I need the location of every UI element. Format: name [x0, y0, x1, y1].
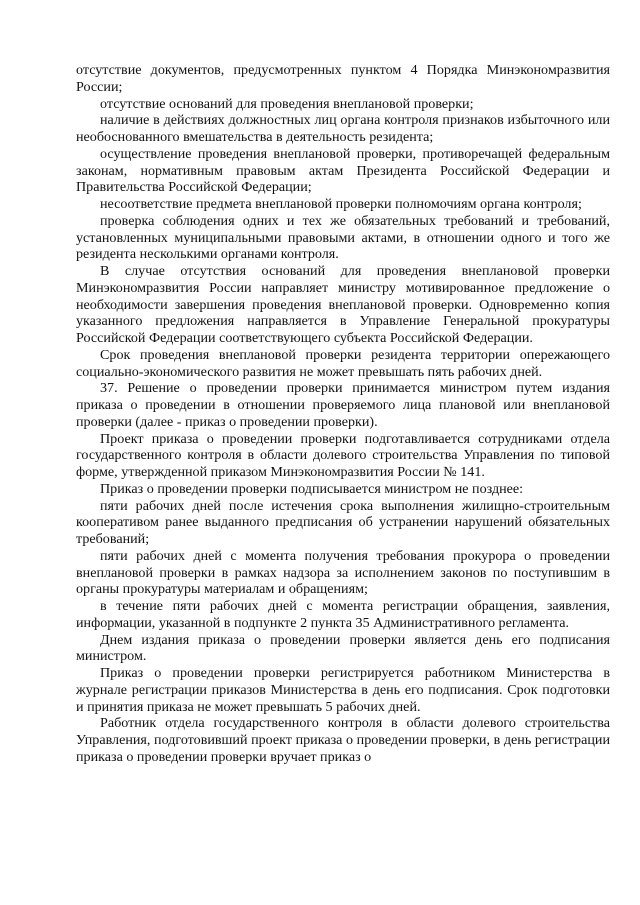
paragraph: отсутствие документов, предусмотренных пунктом 4 Порядка Минэкономразвития России; — [76, 62, 610, 95]
paragraph: Проект приказа о проведении проверки подготавливается сотрудниками отдела государственного контроля в области долевого строительства Управления по типовой форме, утвержденной приказом Минэкономразвития России № 141. — [76, 430, 610, 480]
paragraph: 37. Решение о проведении проверки принимается министром путем издания приказа о проведении в отношении проверяемого лица плановой или внеплановой проверки (далее - приказ о проведении проверки). — [76, 380, 610, 430]
paragraph: В случае отсутствия оснований для проведения внеплановой проверки Минэкономразвития России направляет министру мотивированное предложение о необходимости завершения проведения внеплановой проверки. Одновременно копия указанного предложения направляется в Управление Генеральной прокуратуры Российской Федерации соответствующего субъекта Российской Федерации. — [76, 263, 610, 346]
paragraph: Днем издания приказа о проведении проверки является день его подписания министром. — [76, 631, 610, 665]
paragraph: несоответствие предмета внеплановой проверки полномочиям органа контроля; — [100, 196, 582, 212]
paragraph: осуществление проведения внеплановой проверки, противоречащей федеральным законам, нормативным правовым актам Президента Российской Федерации и Правительства Российской Федерации; — [76, 145, 610, 196]
paragraph: наличие в действиях должностных лиц органа контроля признаков избыточного или необоснованного вмешательства в деятельность резидента; — [76, 112, 610, 145]
paragraph: Работник отдела государственного контроля в области долевого строительства Управления, подготовивший проект приказа о проведении проверки, в день регистрации приказа о проведении проверки вручает приказ о — [76, 715, 610, 765]
paragraph: Приказ о проведении проверки регистрируется работником Министерства в журнале регистрации приказов Министерства в день его подписания. Срок подготовки и принятия приказа не может превышать 5 рабочих дней. — [76, 665, 610, 715]
paragraph: проверка соблюдения одних и тех же обязательных требований и требований, установленных муниципальными правовыми актами, в отношении одного и того же резидента несколькими органами контроля. — [76, 212, 610, 263]
paragraph: пяти рабочих дней после истечения срока выполнения жилищно-строительным кооперативом ранее выданного предписания об устранении нарушений обязательных требований; — [76, 497, 610, 547]
document-body — [76, 62, 610, 766]
paragraph: Срок проведения внеплановой проверки резидента территории опережающего социально-экономического развития не может превышать пять рабочих дней. — [76, 346, 610, 380]
paragraph: отсутствие оснований для проведения внеплановой проверки; — [100, 95, 474, 112]
paragraph: в течение пяти рабочих дней с момента регистрации обращения, заявления, информации, указанной в подпункте 2 пункта 35 Административного регламента. — [76, 598, 610, 631]
paragraph: пяти рабочих дней с момента получения требования прокурора о проведении внеплановой проверки в рамках надзора за исполнением законов по поступившим в органы прокуратуры материалам и обращениям; — [76, 547, 610, 598]
paragraph: Приказ о проведении проверки подписывается министром не позднее: — [100, 480, 524, 497]
